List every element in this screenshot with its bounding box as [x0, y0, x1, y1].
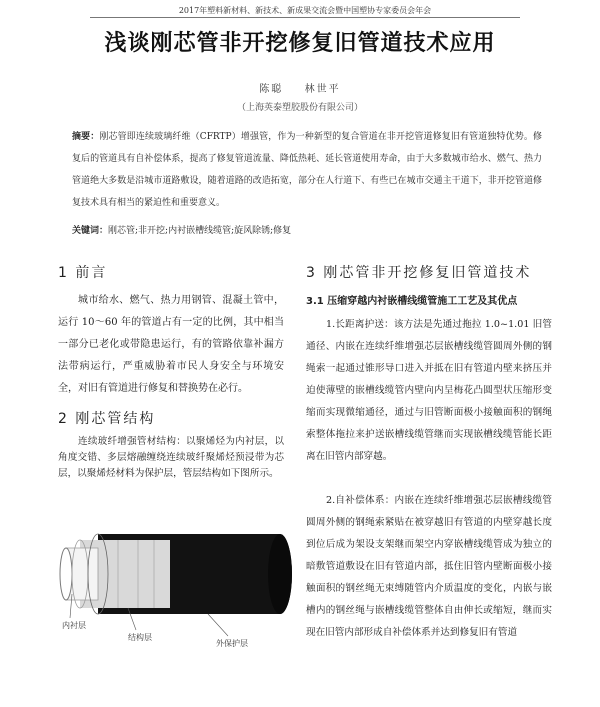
section-heading: 1 前言 — [58, 265, 108, 281]
abstract — [72, 126, 542, 214]
figure-label-outer: 外保护层 — [216, 639, 248, 648]
figure-label-core: 结构层 — [128, 633, 152, 642]
section-paragraph: 连续玻纤增强管材结构：以聚烯烃为内衬层，以角度交错、多层熔融缠绕连续玻纤聚烯烃预浸带为芯层，以聚烯烃材料为保护层，管层结构如下图所示。 — [58, 436, 284, 479]
pipe-structure-figure — [58, 512, 294, 652]
section-paragraph: 2.自补偿体系：内嵌在连续纤维增强芯层嵌槽线缆管圆周外侧的钢绳索紧贴在被穿越旧有管道的内壁穿越长度到位后成为架设支架继而架空内穿嵌槽线缆管成为独立的暗敷管道敷设在旧有管道内部，抵住旧管内壁断面极小接触面积的钢丝绳无束缚随管内介质温度的变化，内嵌与嵌槽内的钢丝绳与嵌槽线缆管整体自由伸长或缩短，继而实现在旧管内部形成自补偿体系并达到修复旧有管道 — [306, 495, 552, 638]
section-heading: 2 刚芯管结构 — [58, 411, 156, 427]
pipe-end — [268, 534, 292, 614]
section-paragraph: 1.长距离护送：该方法是先通过拖拉 1.0~1.01 旧管通径、内嵌在连续纤维增强芯层嵌槽线缆管圆周外侧的钢绳索一起通过锥形导口进入并抵在旧有管道内壁来挤压并迫使薄壁的嵌槽线缆管内壁向内呈梅花凸圆型状压缩形变缩而实现微缩通径，通过与旧管断面极小接触面积的钢绳索整体拖拉来护送嵌槽线缆管继而实现嵌槽线缆管能长距离在旧管内部穿越。 — [306, 319, 552, 462]
keywords-label: 关键词： — [72, 226, 109, 236]
abstract-label: 摘要： — [72, 132, 100, 142]
keywords — [72, 224, 542, 238]
inner-bore — [60, 548, 72, 600]
author-name: 陈聪 — [259, 84, 284, 95]
left-column — [58, 262, 284, 479]
keywords-text: 刚芯管;非开挖;内衬嵌槽线缆管;旋风除锈;修复 — [108, 226, 292, 236]
right-column — [306, 262, 552, 638]
paper-title: 浅谈刚芯管非开挖修复旧管道技术应用 — [104, 31, 496, 56]
pipe-diagram — [58, 512, 294, 652]
running-header: 2017年塑料新材料、新技术、新成果交流会暨中国塑协专家委员会年会 — [90, 4, 520, 18]
affiliation: （上海英泰塑胶股份有限公司） — [236, 103, 363, 113]
abstract-text: 刚芯管即连续玻璃纤维（CFRTP）增强管，作为一种新型的复合管道在非开挖管道修复旧有管道独特优势。修复后的管道具有自补偿体系，提高了修复管道流量、降低热耗、延长管道使用寿命，由于大多数城市给水、燃气、热力管道绝大多数是沿城市道路敷设，随着道路的改造拓宽，部分在人行道下、有些已在城市交通主干道下，非开挖管道修复技术具有相当的紧迫性和重要意义。 — [72, 132, 542, 208]
author-list — [0, 80, 600, 95]
author-name: 林世平 — [304, 84, 341, 95]
section-paragraph: 城市给水、燃气、热力用钢管、混凝土管中，运行 10～60 年的管道占有一定的比例，其中相当一部分已老化或带隐患运行，有的管路依靠补漏方法带病运行，严重威胁着市民人身安全与环境安全，对旧有管道进行修复和替换势在必行。 — [58, 295, 284, 394]
subsection-heading: 3.1 压缩穿越内衬嵌槽线缆管施工工艺及其优点 — [306, 296, 518, 307]
section-heading: 3 刚芯管非开挖修复旧管道技术 — [306, 265, 532, 281]
figure-label-inner: 内衬层 — [62, 621, 86, 630]
